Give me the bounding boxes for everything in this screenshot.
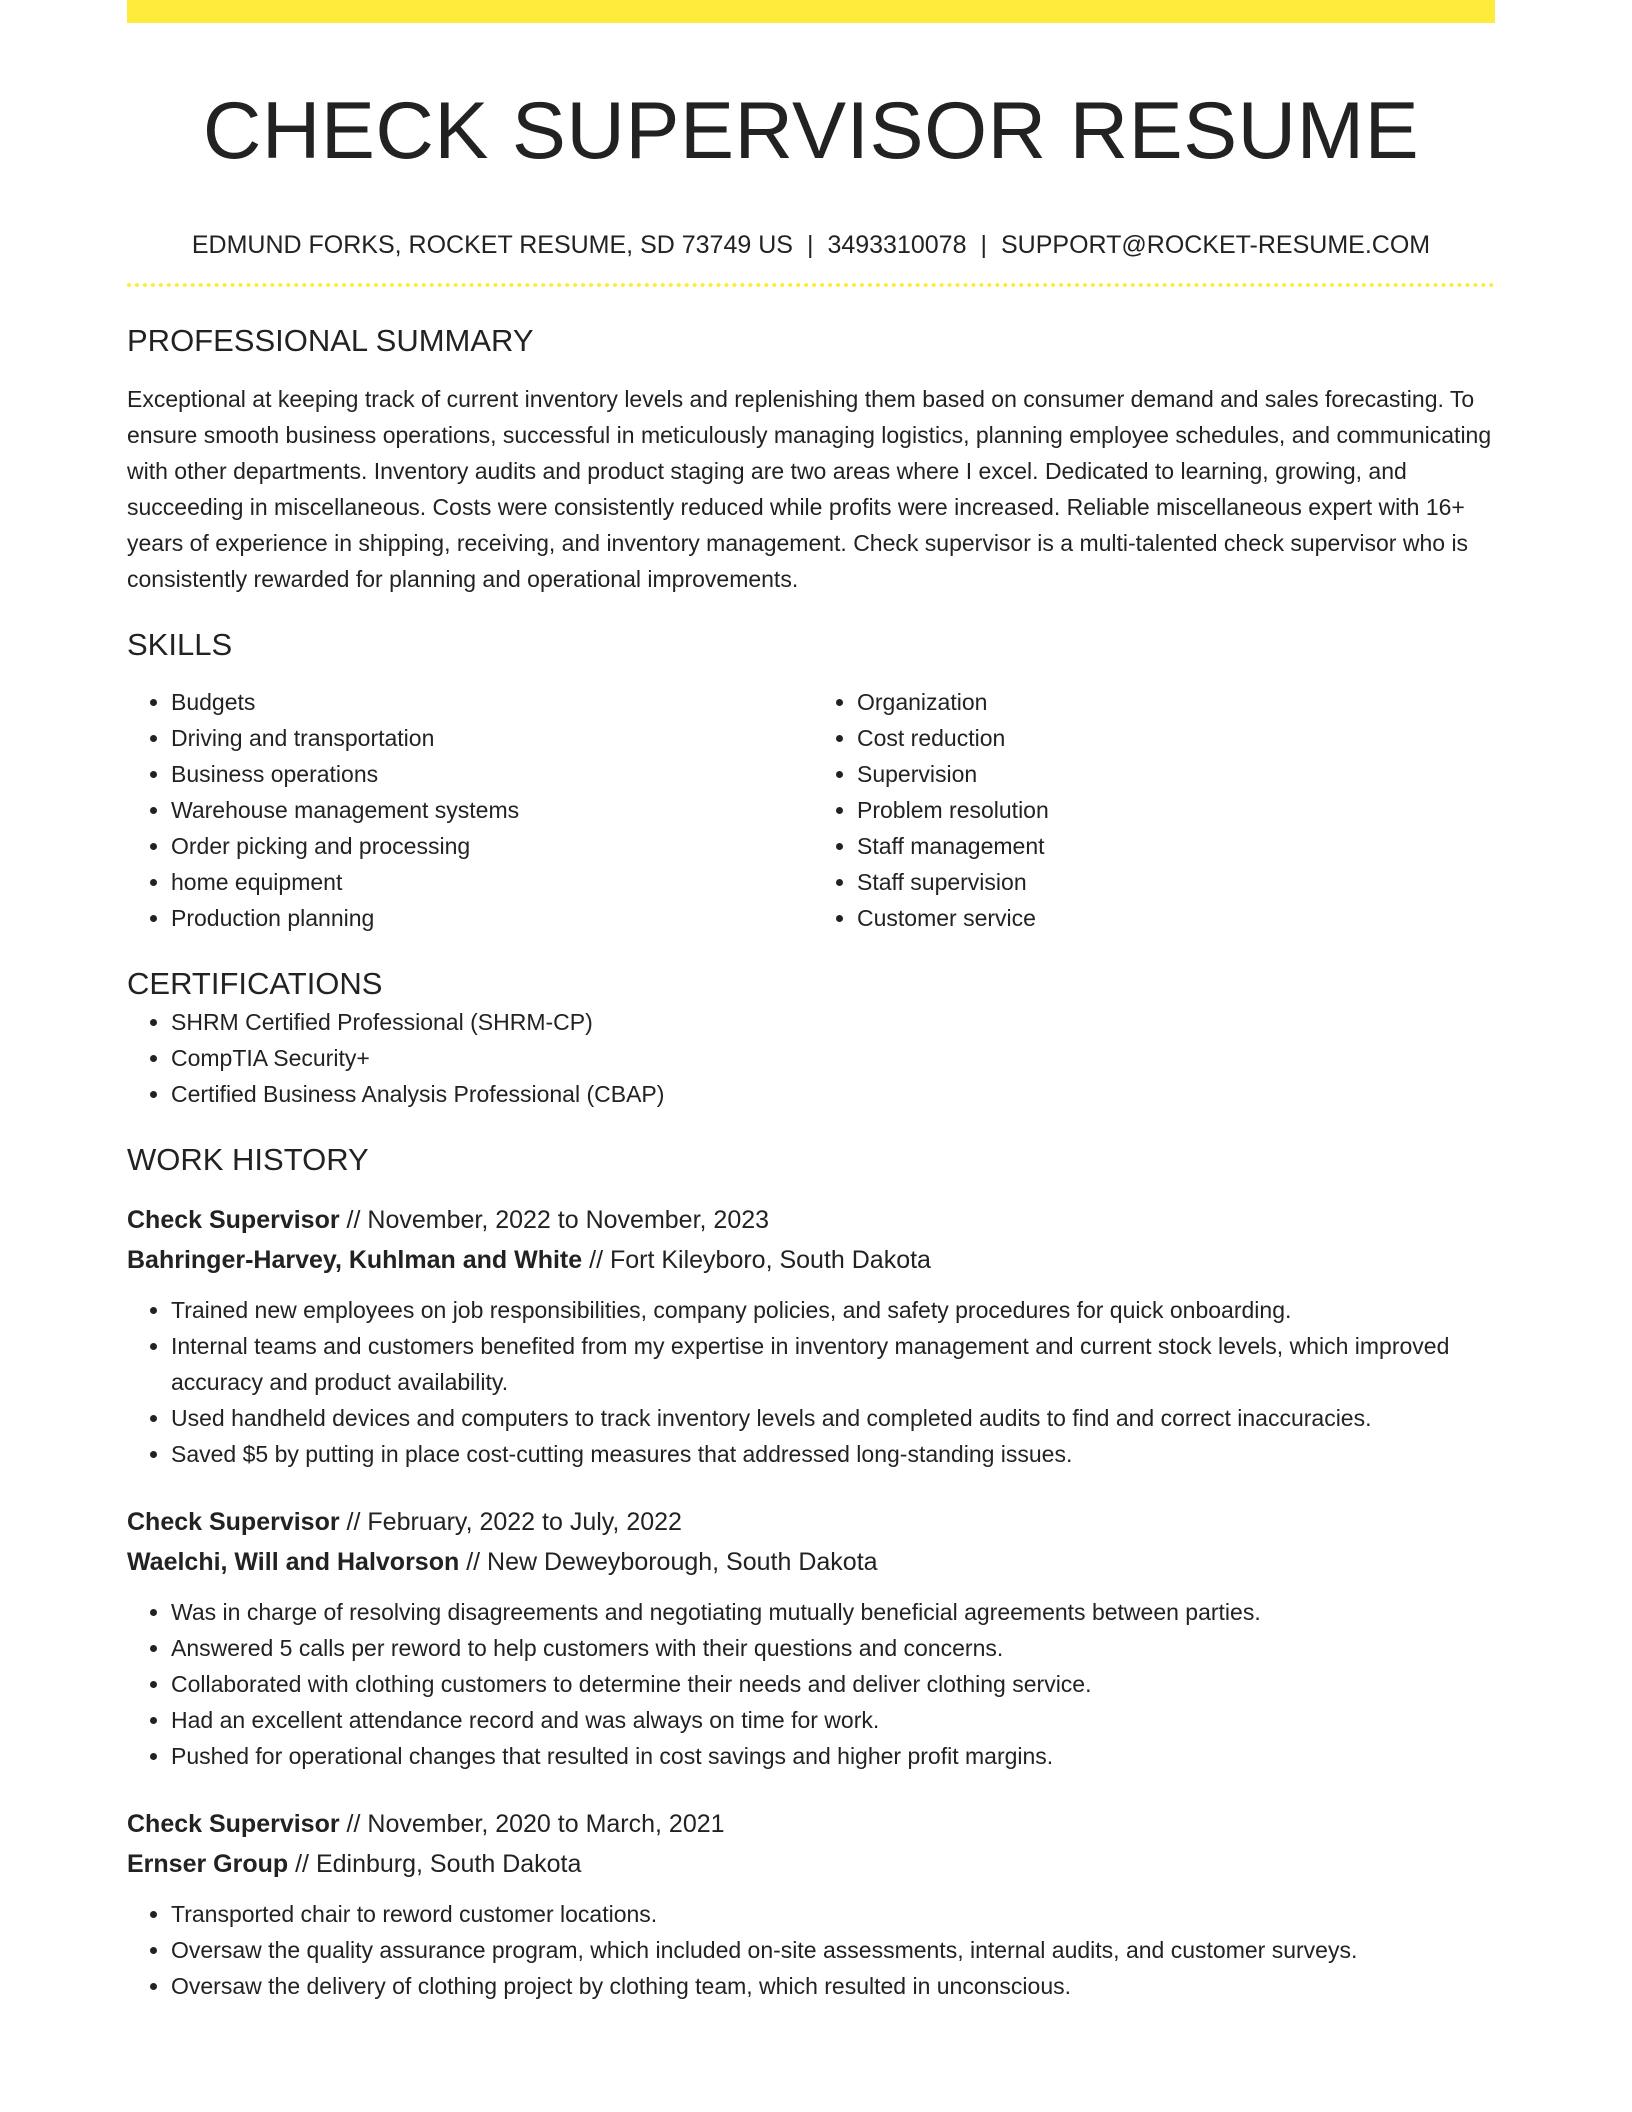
job-company-line — [127, 1240, 1495, 1280]
skills-heading: SKILLS — [127, 627, 233, 662]
job-separator: // — [582, 1246, 610, 1274]
job-dates: February, 2022 to July, 2022 — [367, 1508, 682, 1536]
job-duty: • Used handheld devices and computers to track inventory levels and completed audits to find and correct inaccuracies. — [171, 1400, 1495, 1436]
skill-item: • Staff supervision — [857, 864, 1495, 900]
job-title-line — [127, 1804, 1495, 1844]
skill-item: • Supervision — [857, 756, 1495, 792]
job-dates: November, 2020 to March, 2021 — [367, 1810, 725, 1838]
job-title: Check Supervisor — [127, 1508, 340, 1536]
job-duty: • Answered 5 calls per reword to help customers with their questions and concerns. — [171, 1630, 1495, 1666]
skill-item: • Budgets — [171, 684, 809, 720]
certification-item: • Certified Business Analysis Professional (CBAP) — [171, 1076, 1495, 1112]
job-duty: • Collaborated with clothing customers to determine their needs and deliver clothing service. — [171, 1666, 1495, 1702]
skill-item: • Organization — [857, 684, 1495, 720]
certifications-list — [127, 1004, 1495, 1112]
job-separator: // — [459, 1548, 488, 1576]
resume-title: CHECK SUPERVISOR RESUME — [202, 86, 1420, 176]
work-history-heading: WORK HISTORY — [127, 1142, 369, 1177]
skills-list — [127, 684, 1495, 936]
skill-item: • Problem resolution — [857, 792, 1495, 828]
job-duty: • Pushed for operational changes that resulted in cost savings and higher profit margins. — [171, 1738, 1495, 1774]
job-duty: • Saved $5 by putting in place cost-cutting measures that addressed long-standing issues. — [171, 1436, 1495, 1472]
job-entry — [127, 1502, 1495, 1774]
job-duties-list — [127, 1594, 1495, 1774]
job-dates: November, 2022 to November, 2023 — [367, 1206, 770, 1234]
job-title: Check Supervisor — [127, 1206, 340, 1234]
job-title-line — [127, 1502, 1495, 1542]
job-location: Edinburg, South Dakota — [315, 1850, 582, 1878]
skill-item: • Order picking and processing — [171, 828, 809, 864]
dotted-divider — [127, 283, 1495, 287]
job-entry — [127, 1200, 1495, 1472]
job-duty: • Was in charge of resolving disagreements and negotiating mutually beneficial agreements between parties. — [171, 1594, 1495, 1630]
job-duty: • Oversaw the delivery of clothing project by clothing team, which resulted in unconscious. — [171, 1968, 1495, 2004]
skill-item: • Production planning — [171, 900, 809, 936]
job-company-line — [127, 1542, 1495, 1582]
job-separator: // — [288, 1850, 316, 1878]
skill-item: • Driving and transportation — [171, 720, 809, 756]
job-company: Bahringer-Harvey, Kuhlman and White — [127, 1246, 583, 1274]
summary-text: Exceptional at keeping track of current inventory levels and replenishing them based on consumer demand and sales forecasting. To ensure smooth business operations, successful in meticulously managing logistics, planning employee schedules, and communicating with other departments. Inventory audits and product staging are two areas where I excel. Dedicated to learning, growing, and succeeding in miscellaneous. Costs were consistently reduced while profits were increased. Reliable miscellaneous expert with 16+ years of experience in shipping, receiving, and inventory management. Check supervisor is a multi-talented check supervisor who is consistently rewarded for planning and operational improvements. — [127, 386, 1492, 592]
job-separator: // — [339, 1810, 368, 1838]
certification-item: • SHRM Certified Professional (SHRM-CP) — [171, 1004, 1495, 1040]
job-duty: • Had an excellent attendance record and was always on time for work. — [171, 1702, 1495, 1738]
skill-item: • Staff management — [857, 828, 1495, 864]
job-duty: • Internal teams and customers benefited from my expertise in inventory management and current stock levels, which improved accuracy and product availability. — [171, 1328, 1495, 1400]
job-entry — [127, 1804, 1495, 2004]
contact-line — [127, 229, 1495, 261]
skills-column-left — [127, 684, 809, 936]
contact-address: EDMUND FORKS, ROCKET RESUME, SD 73749 US — [191, 231, 793, 259]
skill-item: • Warehouse management systems — [171, 792, 809, 828]
certification-item: • CompTIA Security+ — [171, 1040, 1495, 1076]
job-duty: • Transported chair to reword customer locations. — [171, 1896, 1495, 1932]
skills-column-right — [809, 684, 1495, 936]
job-duties-list — [127, 1292, 1495, 1472]
job-separator: // — [339, 1508, 368, 1536]
contact-email: SUPPORT@ROCKET-RESUME.COM — [1000, 231, 1431, 259]
contact-separator: | — [806, 231, 814, 259]
job-title-line — [127, 1200, 1495, 1240]
contact-separator: | — [980, 231, 987, 259]
job-company: Ernser Group — [127, 1850, 289, 1878]
skill-item: • home equipment — [171, 864, 809, 900]
summary-heading: PROFESSIONAL SUMMARY — [127, 323, 534, 358]
certifications-heading: CERTIFICATIONS — [127, 966, 383, 1001]
skill-item: • Cost reduction — [857, 720, 1495, 756]
job-separator: // — [339, 1206, 368, 1234]
job-duties-list — [127, 1896, 1495, 2004]
job-duty: • Oversaw the quality assurance program, which included on-site assessments, internal audits, and customer surveys. — [171, 1932, 1495, 1968]
job-duty: • Trained new employees on job responsibilities, company policies, and safety procedures for quick onboarding. — [171, 1292, 1495, 1328]
contact-phone: 3493310078 — [827, 231, 967, 259]
resume-page — [127, 0, 1495, 2112]
skill-item: • Business operations — [171, 756, 809, 792]
job-title: Check Supervisor — [127, 1810, 340, 1838]
job-company: Waelchi, Will and Halvorson — [127, 1548, 460, 1576]
job-location: Fort Kileyboro, South Dakota — [609, 1246, 931, 1274]
top-accent-bar — [127, 0, 1495, 23]
skill-item: • Customer service — [857, 900, 1495, 936]
job-location: New Deweyborough, South Dakota — [487, 1548, 878, 1576]
job-company-line — [127, 1844, 1495, 1884]
